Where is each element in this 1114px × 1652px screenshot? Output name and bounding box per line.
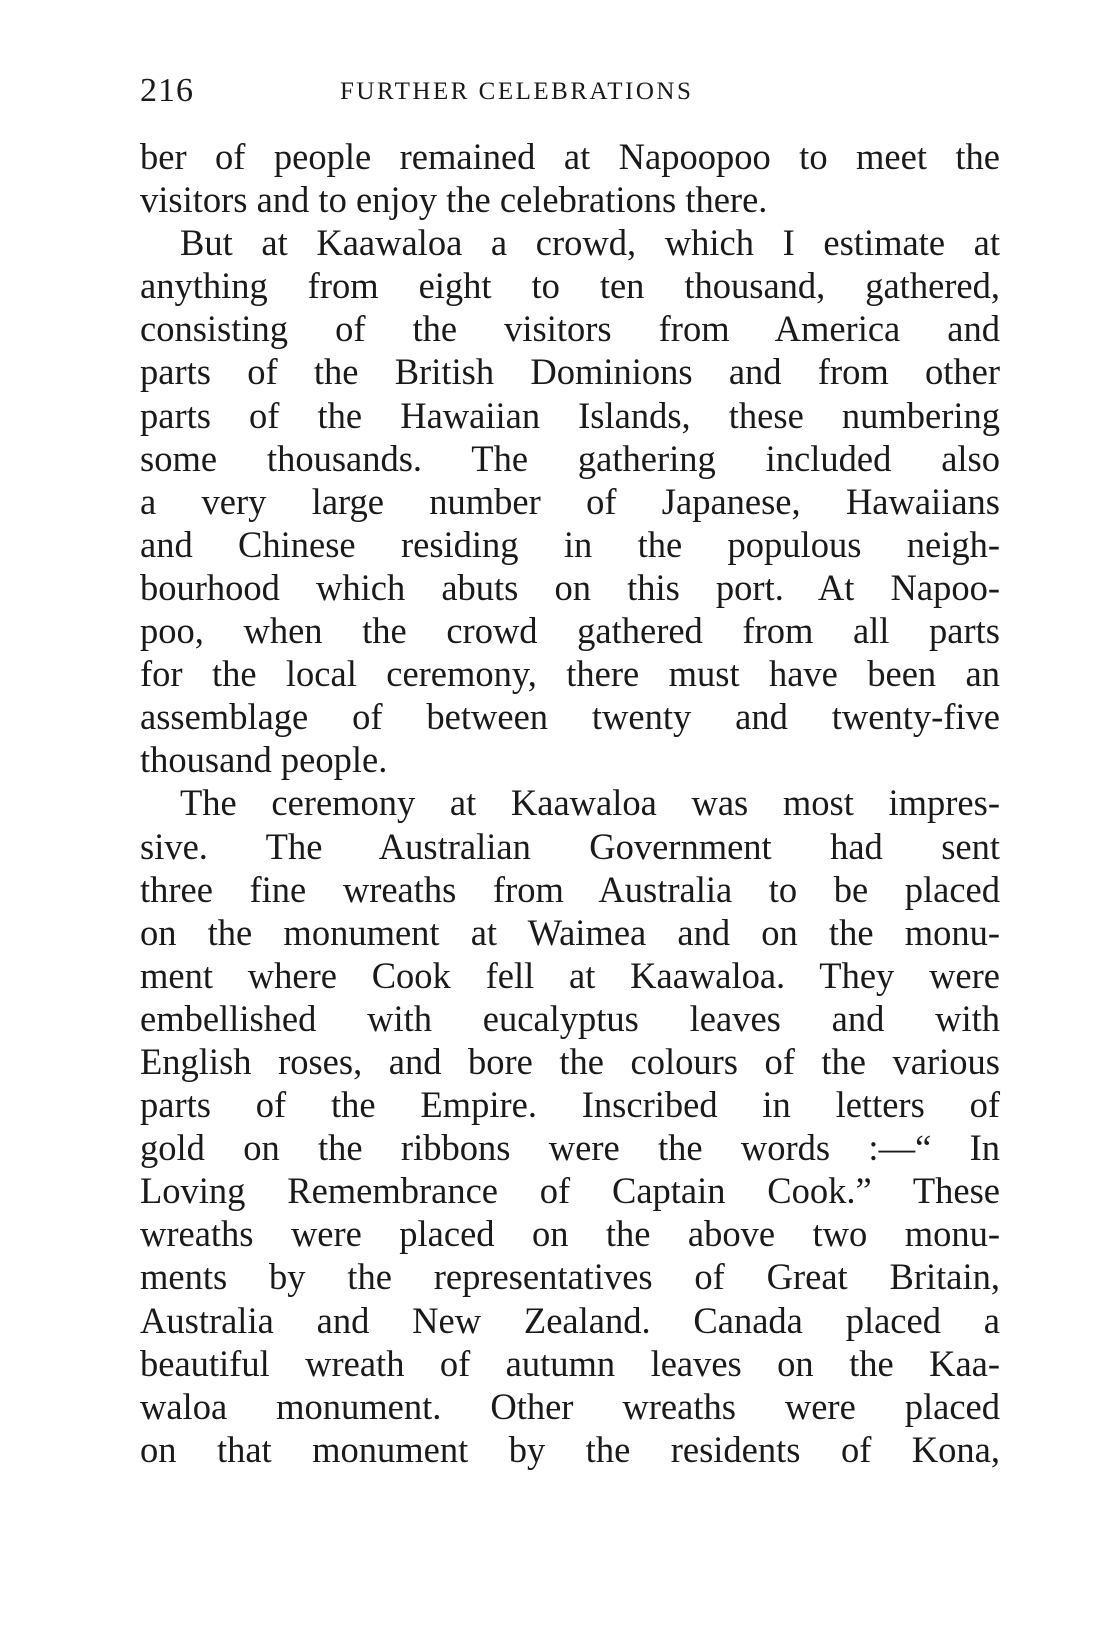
text-line: sive. The Australian Government had sent <box>140 825 1000 867</box>
text-line: But at Kaawaloa a crowd, which I estimate at <box>180 222 1000 264</box>
text-line: anything from eight to ten thousand, gathered, <box>140 265 1000 307</box>
text-line: embellished with eucalyptus leaves and with <box>140 997 1000 1039</box>
text-line: some thousands. The gathering included also <box>140 437 1000 479</box>
text-line: ment where Cook fell at Kaawaloa. They were <box>140 954 1000 996</box>
text-line: Loving Remembrance of Captain Cook.” These <box>140 1170 1000 1212</box>
text-line: English roses, and bore the colours of the various <box>140 1040 1000 1082</box>
text-line: Australia and New Zealand. Canada placed a <box>140 1299 1000 1341</box>
text-line: on that monument by the residents of Kona, <box>140 1428 1000 1470</box>
text-line: bourhood which abuts on this port. At Napoo- <box>140 566 1000 608</box>
text-line: The ceremony at Kaawaloa was most impres- <box>180 782 1000 824</box>
running-head <box>140 66 1000 116</box>
text-line: visitors and to enjoy the celebrations there. <box>140 179 768 221</box>
text-line: wreaths were placed on the above two monu- <box>140 1213 1000 1255</box>
text-line: waloa monument. Other wreaths were placed <box>140 1385 1000 1427</box>
text-line: parts of the Hawaiian Islands, these numbering <box>140 394 1000 436</box>
text-line: ber of people remained at Napoopoo to meet the <box>140 136 1000 177</box>
running-title: FURTHER CELEBRATIONS <box>340 78 694 105</box>
text-line: for the local ceremony, there must have been an <box>140 653 1000 695</box>
text-line: and Chinese residing in the populous neigh- <box>140 523 1000 565</box>
text-line: ments by the representatives of Great Britain, <box>140 1256 1000 1298</box>
text-line: poo, when the crowd gathered from all parts <box>140 610 1000 652</box>
body-text <box>140 135 1000 1471</box>
text-line: on the monument at Waimea and on the monu- <box>140 911 1000 953</box>
text-line: assemblage of between twenty and twenty-five <box>140 696 1000 738</box>
text-line: parts of the Empire. Inscribed in letters of <box>140 1084 1000 1126</box>
text-line: a very large number of Japanese, Hawaiians <box>140 480 1000 522</box>
text-line: three fine wreaths from Australia to be placed <box>140 868 1000 910</box>
text-line: gold on the ribbons were the words :—“ In <box>140 1127 1000 1169</box>
page-number: 216 <box>140 72 194 109</box>
text-line: parts of the British Dominions and from other <box>140 351 1000 393</box>
text-line: thousand people. <box>140 739 388 781</box>
text-line: consisting of the visitors from America and <box>140 308 1000 350</box>
text-line: beautiful wreath of autumn leaves on the Kaa- <box>140 1342 1000 1384</box>
